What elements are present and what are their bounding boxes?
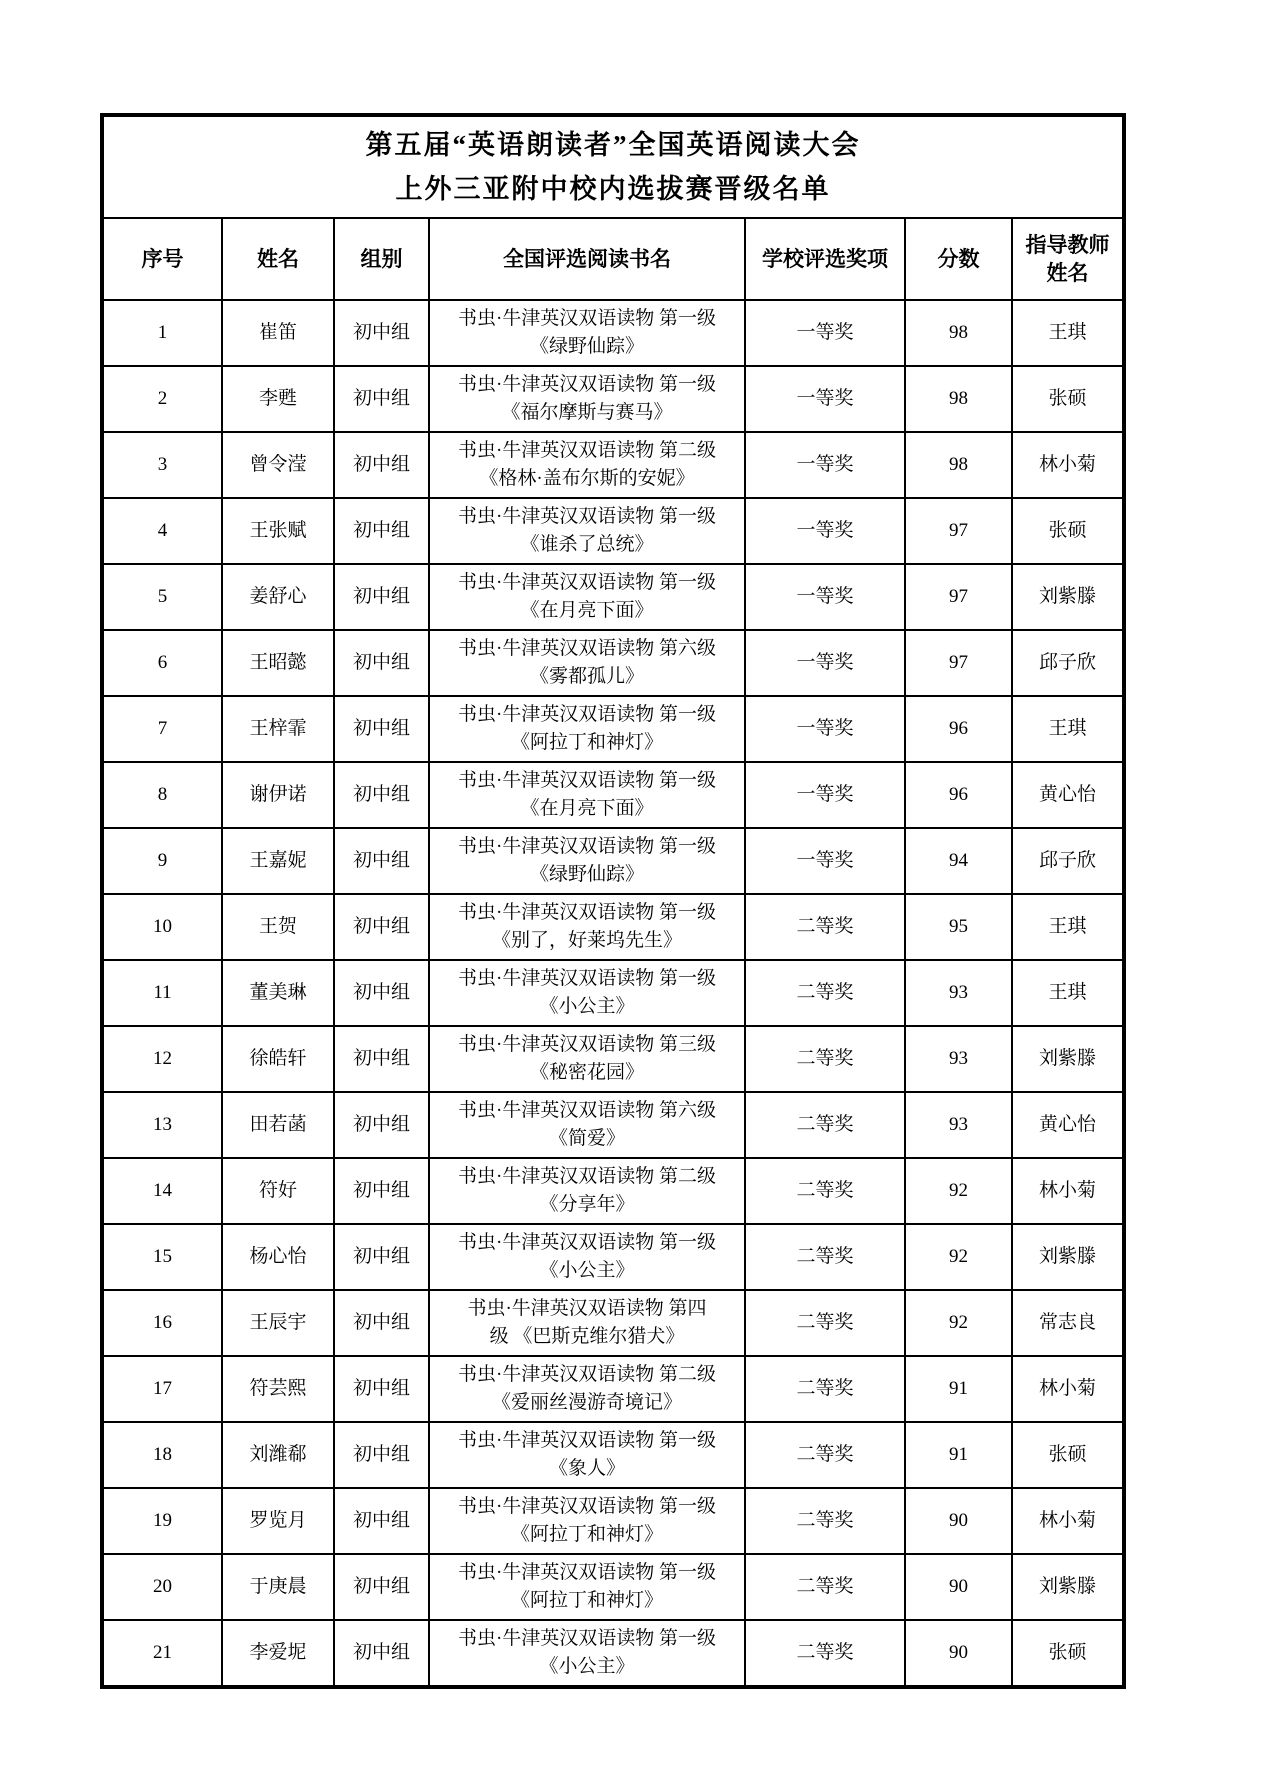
cell-name: 李甦 [222,366,334,432]
cell-name: 刘潍郗 [222,1422,334,1488]
cell-group: 初中组 [334,960,429,1026]
cell-book: 书虫·牛津英汉双语读物 第一级 《阿拉丁和神灯》 [429,696,745,762]
cell-group: 初中组 [334,828,429,894]
table-row [102,1422,1124,1488]
cell-name: 李爱坭 [222,1620,334,1687]
cell-score: 98 [905,366,1012,432]
cell-teacher: 刘紫滕 [1012,1026,1124,1092]
table-row [102,696,1124,762]
cell-book: 书虫·牛津英汉双语读物 第一级 《小公主》 [429,960,745,1026]
cell-no: 11 [102,960,222,1026]
cell-award: 一等奖 [745,498,905,564]
cell-name: 王昭懿 [222,630,334,696]
cell-teacher: 王琪 [1012,960,1124,1026]
cell-name: 王张赋 [222,498,334,564]
cell-book: 书虫·牛津英汉双语读物 第一级 《福尔摩斯与赛马》 [429,366,745,432]
cell-book: 书虫·牛津英汉双语读物 第一级 《小公主》 [429,1224,745,1290]
cell-group: 初中组 [334,498,429,564]
cell-teacher: 林小菊 [1012,1158,1124,1224]
title-line-2: 上外三亚附中校内选拔赛晋级名单 [395,174,831,204]
cell-group: 初中组 [334,1422,429,1488]
cell-name: 姜舒心 [222,564,334,630]
cell-group: 初中组 [334,1554,429,1620]
cell-no: 16 [102,1290,222,1356]
cell-group: 初中组 [334,1224,429,1290]
cell-group: 初中组 [334,762,429,828]
cell-score: 97 [905,498,1012,564]
cell-name: 罗览月 [222,1488,334,1554]
cell-teacher: 林小菊 [1012,1488,1124,1554]
cell-name: 崔笛 [222,300,334,366]
cell-book: 书虫·牛津英汉双语读物 第一级 《象人》 [429,1422,745,1488]
cell-group: 初中组 [334,564,429,630]
cell-award: 二等奖 [745,1158,905,1224]
cell-book: 书虫·牛津英汉双语读物 第一级 《谁杀了总统》 [429,498,745,564]
cell-name: 谢伊诺 [222,762,334,828]
cell-award: 一等奖 [745,564,905,630]
cell-no: 13 [102,1092,222,1158]
cell-name: 曾令滢 [222,432,334,498]
cell-group: 初中组 [334,432,429,498]
table-row [102,960,1124,1026]
cell-score: 93 [905,1092,1012,1158]
cell-score: 90 [905,1554,1012,1620]
cell-no: 21 [102,1620,222,1687]
col-header-group: 组别 [334,218,429,300]
cell-award: 一等奖 [745,432,905,498]
table-row [102,828,1124,894]
table-row [102,1488,1124,1554]
table-row [102,366,1124,432]
cell-teacher: 邱子欣 [1012,630,1124,696]
cell-award: 一等奖 [745,630,905,696]
cell-no: 8 [102,762,222,828]
cell-teacher: 张硕 [1012,498,1124,564]
cell-teacher: 邱子欣 [1012,828,1124,894]
cell-book: 书虫·牛津英汉双语读物 第二级 《格林·盖布尔斯的安妮》 [429,432,745,498]
table-row [102,894,1124,960]
cell-name: 符好 [222,1158,334,1224]
table-row [102,300,1124,366]
table-row [102,1092,1124,1158]
cell-name: 王贺 [222,894,334,960]
cell-teacher: 林小菊 [1012,1356,1124,1422]
cell-book: 书虫·牛津英汉双语读物 第一级 《在月亮下面》 [429,564,745,630]
cell-score: 91 [905,1422,1012,1488]
cell-score: 90 [905,1620,1012,1687]
cell-no: 4 [102,498,222,564]
cell-name: 徐皓轩 [222,1026,334,1092]
cell-teacher: 刘紫滕 [1012,564,1124,630]
cell-score: 97 [905,564,1012,630]
cell-book: 书虫·牛津英汉双语读物 第一级 《阿拉丁和神灯》 [429,1488,745,1554]
cell-score: 91 [905,1356,1012,1422]
cell-award: 二等奖 [745,1224,905,1290]
cell-group: 初中组 [334,300,429,366]
cell-no: 6 [102,630,222,696]
cell-group: 初中组 [334,696,429,762]
cell-score: 90 [905,1488,1012,1554]
cell-book: 书虫·牛津英汉双语读物 第一级 《阿拉丁和神灯》 [429,1554,745,1620]
cell-book: 书虫·牛津英汉双语读物 第六级 《简爱》 [429,1092,745,1158]
col-header-score: 分数 [905,218,1012,300]
title-line-1: 第五届“英语朗读者”全国英语阅读大会 [365,130,861,160]
cell-award: 二等奖 [745,1026,905,1092]
table-row [102,432,1124,498]
cell-teacher: 张硕 [1012,366,1124,432]
cell-award: 一等奖 [745,366,905,432]
cell-teacher: 常志良 [1012,1290,1124,1356]
table-row [102,1356,1124,1422]
cell-score: 97 [905,630,1012,696]
cell-award: 二等奖 [745,1290,905,1356]
cell-teacher: 黄心怡 [1012,762,1124,828]
table-row [102,1026,1124,1092]
cell-no: 18 [102,1422,222,1488]
table-row [102,762,1124,828]
cell-no: 15 [102,1224,222,1290]
table-row [102,564,1124,630]
cell-award: 一等奖 [745,762,905,828]
cell-no: 3 [102,432,222,498]
cell-name: 董美琳 [222,960,334,1026]
cell-award: 一等奖 [745,828,905,894]
cell-teacher: 王琪 [1012,300,1124,366]
cell-score: 92 [905,1158,1012,1224]
cell-group: 初中组 [334,366,429,432]
cell-teacher: 刘紫滕 [1012,1224,1124,1290]
col-header-book: 全国评选阅读书名 [429,218,745,300]
cell-score: 94 [905,828,1012,894]
cell-group: 初中组 [334,1356,429,1422]
cell-group: 初中组 [334,1290,429,1356]
cell-book: 书虫·牛津英汉双语读物 第六级 《雾都孤儿》 [429,630,745,696]
cell-award: 二等奖 [745,1488,905,1554]
col-header-teacher: 指导教师姓名 [1012,218,1124,300]
table-row [102,1224,1124,1290]
cell-score: 98 [905,300,1012,366]
cell-award: 二等奖 [745,960,905,1026]
cell-score: 92 [905,1290,1012,1356]
title-row [102,115,1124,218]
cell-no: 7 [102,696,222,762]
cell-name: 王梓霏 [222,696,334,762]
cell-award: 一等奖 [745,300,905,366]
cell-book: 书虫·牛津英汉双语读物 第一级 《在月亮下面》 [429,762,745,828]
cell-score: 95 [905,894,1012,960]
cell-no: 2 [102,366,222,432]
cell-group: 初中组 [334,1158,429,1224]
table-row [102,1158,1124,1224]
cell-book: 书虫·牛津英汉双语读物 第三级 《秘密花园》 [429,1026,745,1092]
table-row [102,1620,1124,1687]
cell-no: 20 [102,1554,222,1620]
cell-no: 19 [102,1488,222,1554]
cell-award: 二等奖 [745,1092,905,1158]
cell-award: 二等奖 [745,1356,905,1422]
table-row [102,630,1124,696]
cell-book: 书虫·牛津英汉双语读物 第一级 《绿野仙踪》 [429,828,745,894]
col-header-name: 姓名 [222,218,334,300]
cell-score: 92 [905,1224,1012,1290]
results-table-body [102,300,1124,1687]
cell-name: 王辰宇 [222,1290,334,1356]
cell-book: 书虫·牛津英汉双语读物 第一级 《绿野仙踪》 [429,300,745,366]
cell-award: 一等奖 [745,696,905,762]
cell-name: 王嘉妮 [222,828,334,894]
cell-no: 12 [102,1026,222,1092]
cell-group: 初中组 [334,630,429,696]
cell-group: 初中组 [334,1026,429,1092]
cell-book: 书虫·牛津英汉双语读物 第四 级 《巴斯克维尔猎犬》 [429,1290,745,1356]
cell-award: 二等奖 [745,1620,905,1687]
cell-teacher: 王琪 [1012,894,1124,960]
table-row [102,498,1124,564]
cell-book: 书虫·牛津英汉双语读物 第一级 《别了，好莱坞先生》 [429,894,745,960]
cell-teacher: 王琪 [1012,696,1124,762]
table-row [102,1290,1124,1356]
col-header-no: 序号 [102,218,222,300]
cell-no: 10 [102,894,222,960]
results-table [100,113,1126,1689]
cell-teacher: 张硕 [1012,1422,1124,1488]
table-row [102,1554,1124,1620]
cell-no: 1 [102,300,222,366]
cell-name: 田若菡 [222,1092,334,1158]
cell-no: 14 [102,1158,222,1224]
cell-book: 书虫·牛津英汉双语读物 第一级 《小公主》 [429,1620,745,1687]
cell-award: 二等奖 [745,1422,905,1488]
cell-teacher: 黄心怡 [1012,1092,1124,1158]
cell-name: 于庚晨 [222,1554,334,1620]
cell-teacher: 张硕 [1012,1620,1124,1687]
cell-score: 98 [905,432,1012,498]
cell-name: 符芸熙 [222,1356,334,1422]
cell-name: 杨心怡 [222,1224,334,1290]
cell-award: 二等奖 [745,1554,905,1620]
cell-book: 书虫·牛津英汉双语读物 第二级 《分享年》 [429,1158,745,1224]
cell-no: 17 [102,1356,222,1422]
col-header-award: 学校评选奖项 [745,218,905,300]
cell-teacher: 林小菊 [1012,432,1124,498]
cell-award: 二等奖 [745,894,905,960]
cell-score: 93 [905,1026,1012,1092]
cell-book: 书虫·牛津英汉双语读物 第二级 《爱丽丝漫游奇境记》 [429,1356,745,1422]
cell-group: 初中组 [334,1620,429,1687]
cell-group: 初中组 [334,1488,429,1554]
cell-score: 96 [905,696,1012,762]
cell-no: 5 [102,564,222,630]
document-title [102,115,1124,218]
cell-score: 96 [905,762,1012,828]
cell-no: 9 [102,828,222,894]
cell-teacher: 刘紫滕 [1012,1554,1124,1620]
cell-group: 初中组 [334,1092,429,1158]
column-header-row [102,218,1124,300]
cell-score: 93 [905,960,1012,1026]
cell-group: 初中组 [334,894,429,960]
